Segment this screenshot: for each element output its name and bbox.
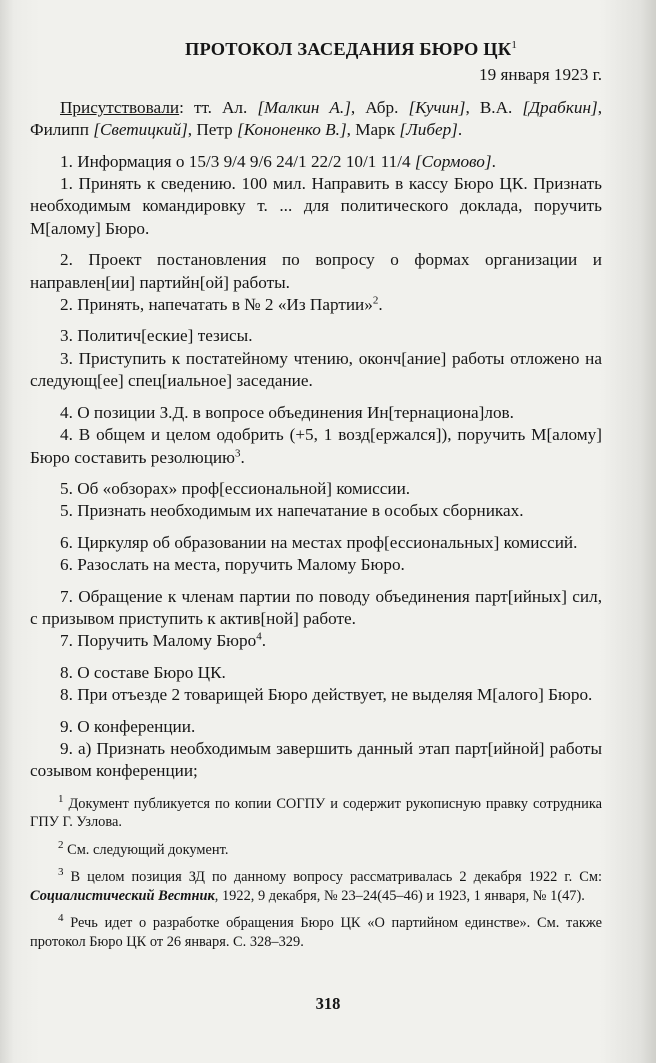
agenda-question: [30, 532, 602, 554]
agenda-question: [30, 586, 602, 631]
agenda-decision: [30, 173, 602, 240]
footnotes: [30, 792, 602, 952]
text-run: .: [240, 447, 245, 467]
page-number: 318: [315, 994, 341, 1013]
text-run: .: [457, 120, 463, 140]
agenda-decision: [30, 684, 602, 706]
text-run: 1. Информация о 15/3 9/4 9/6 24/1 22/2 10/1 11/4: [60, 151, 415, 171]
agenda-question: [30, 325, 602, 347]
italic-name: [Кучин]: [408, 97, 466, 117]
agenda-item: [30, 716, 602, 783]
text-run: 9. а) Признать необходимым завершить данный этап парт[ийной] работы созывом конференции;: [30, 738, 602, 781]
agenda-decision: [30, 738, 602, 783]
agenda-item: [30, 478, 602, 523]
document-date: 19 января 1923 г.: [479, 65, 602, 85]
italic-name: [Кононенко В.]: [237, 120, 347, 140]
agenda-decision: [30, 500, 602, 522]
text-run: 6. Циркуляр об образовании на местах проф[ессиональных] комиссий.: [60, 532, 578, 552]
agenda-item: [30, 402, 602, 469]
text-run: , Марк: [346, 120, 400, 140]
text-run: 7. Обращение к членам партии по поводу объединения парт[ийных] сил, с призывом приступить к актив[ной] работе.: [30, 586, 602, 628]
agenda-question: [30, 402, 602, 424]
italic-name: [Сормово]: [414, 151, 492, 171]
agenda-decision: [30, 294, 602, 316]
text-run: .: [378, 295, 383, 315]
footnote-marker: 3: [234, 446, 241, 459]
text-run: 6. Разослать на места, поручить Малому Бюро.: [60, 555, 405, 575]
footnote: [30, 914, 602, 951]
text-run: 9. О конференции.: [60, 716, 196, 736]
agenda-item: [30, 151, 602, 241]
text-run: См. следующий документ.: [63, 841, 229, 858]
text-run: 8. О составе Бюро ЦК.: [60, 662, 226, 682]
agenda-question: [30, 716, 602, 738]
text-run: .: [491, 151, 496, 171]
text-run: 8. При отъезде 2 товарищей Бюро действует, не выделяя М[алого] Бюро.: [60, 685, 593, 705]
text-run: 5. Об «обзорах» проф[ессиональной] комиссии.: [60, 478, 411, 498]
text-run: 3. Приступить к постатейному чтению, оконч[ание] работы отложено на следующ[ее] спец[иальное] заседание.: [30, 348, 602, 391]
text-run: 4. О позиции З.Д. в вопросе объединения Ин[тернациона]лов.: [60, 402, 514, 422]
agenda-question: [30, 478, 602, 500]
text-run: 1. Принять к сведению. 100 мил. Направить в кассу Бюро ЦК. Признать необходимым командировку т. ... для политического доклада, поручить М[алому] Бюро.: [30, 174, 602, 238]
footnote: [30, 838, 602, 860]
agenda-decision: [30, 630, 602, 652]
footnote-marker: 2: [58, 838, 64, 851]
text-run: , Филипп: [30, 97, 602, 140]
agenda-question: [30, 662, 602, 684]
footnote: [30, 868, 602, 905]
footnote-marker: 3: [58, 866, 64, 879]
footnote: [30, 792, 602, 832]
footnote-marker: 4: [256, 630, 262, 643]
text-run: Документ публикуется по копии СОГПУ и содержит рукописную правку сотрудника ГПУ Г. Узлова.: [30, 795, 602, 831]
document-body: [30, 38, 602, 960]
attendees-colon: :: [179, 97, 194, 117]
text-run: , 1922, 9 декабря, № 23–24(45–46) и 1923, 1 января, № 1(47).: [214, 887, 585, 904]
footnote-marker: 1: [58, 792, 64, 805]
text-run: 2. Проект постановления по вопросу о формах организации и направлен[ии] партийн[ой] работы.: [30, 250, 602, 292]
agenda-question: [30, 249, 602, 294]
italic-name: [Либер]: [399, 120, 458, 140]
agenda-item: [30, 249, 602, 316]
agenda-items: [30, 151, 602, 783]
italic-name: [Драбкин]: [522, 97, 598, 117]
text-run: Речь идет о разработке обращения Бюро ЦК «О партийном единстве». См. также протокол Бюро ЦК от 26 января. С. 328–329.: [30, 915, 602, 950]
text-run: 7. Поручить Малому Бюро: [60, 631, 257, 651]
text-run: В целом позиция ЗД по данному вопросу рассматривалась 2 декабря 1922 г. См:: [63, 869, 602, 886]
italic-name: [Светицкий]: [93, 120, 188, 140]
text-run: , Абр.: [350, 97, 409, 117]
agenda-item: [30, 586, 602, 653]
agenda-decision: [30, 348, 602, 393]
agenda-decision: [30, 424, 602, 469]
footnote-marker: 4: [58, 912, 64, 925]
footnote-marker: 2: [372, 294, 379, 307]
attendees-label: Присутствовали: [60, 97, 180, 117]
text-run: 5. Признать необходимым их напечатание в особых сборниках.: [60, 501, 524, 521]
attendees-paragraph: [30, 97, 602, 142]
agenda-question: [30, 151, 602, 173]
text-run: 3. Политич[еские] тезисы.: [60, 326, 253, 346]
text-run: , Петр: [187, 120, 238, 140]
title-text: ПРОТОКОЛ ЗАСЕДАНИЯ БЮРО ЦК: [184, 39, 512, 59]
bold-italic-text: Социалистический Вестник: [30, 887, 215, 904]
agenda-item: [30, 532, 602, 577]
agenda-item: [30, 662, 602, 707]
agenda-decision: [30, 554, 602, 576]
title-footnote-marker: 1: [511, 38, 518, 51]
agenda-item: [30, 325, 602, 392]
text-run: тт. Ал.: [193, 97, 258, 117]
text-run: 2. Принять, напечатать в № 2 «Из Партии»: [60, 295, 373, 315]
text-run: 4. В общем и целом одобрить (+5, 1 возд[ержался]), поручить М[алому] Бюро составить резолюцию: [30, 425, 602, 467]
text-run: .: [261, 631, 267, 651]
italic-name: [Малкин А.]: [257, 97, 351, 117]
document-title: [100, 38, 602, 60]
text-run: , В.А.: [465, 97, 523, 117]
